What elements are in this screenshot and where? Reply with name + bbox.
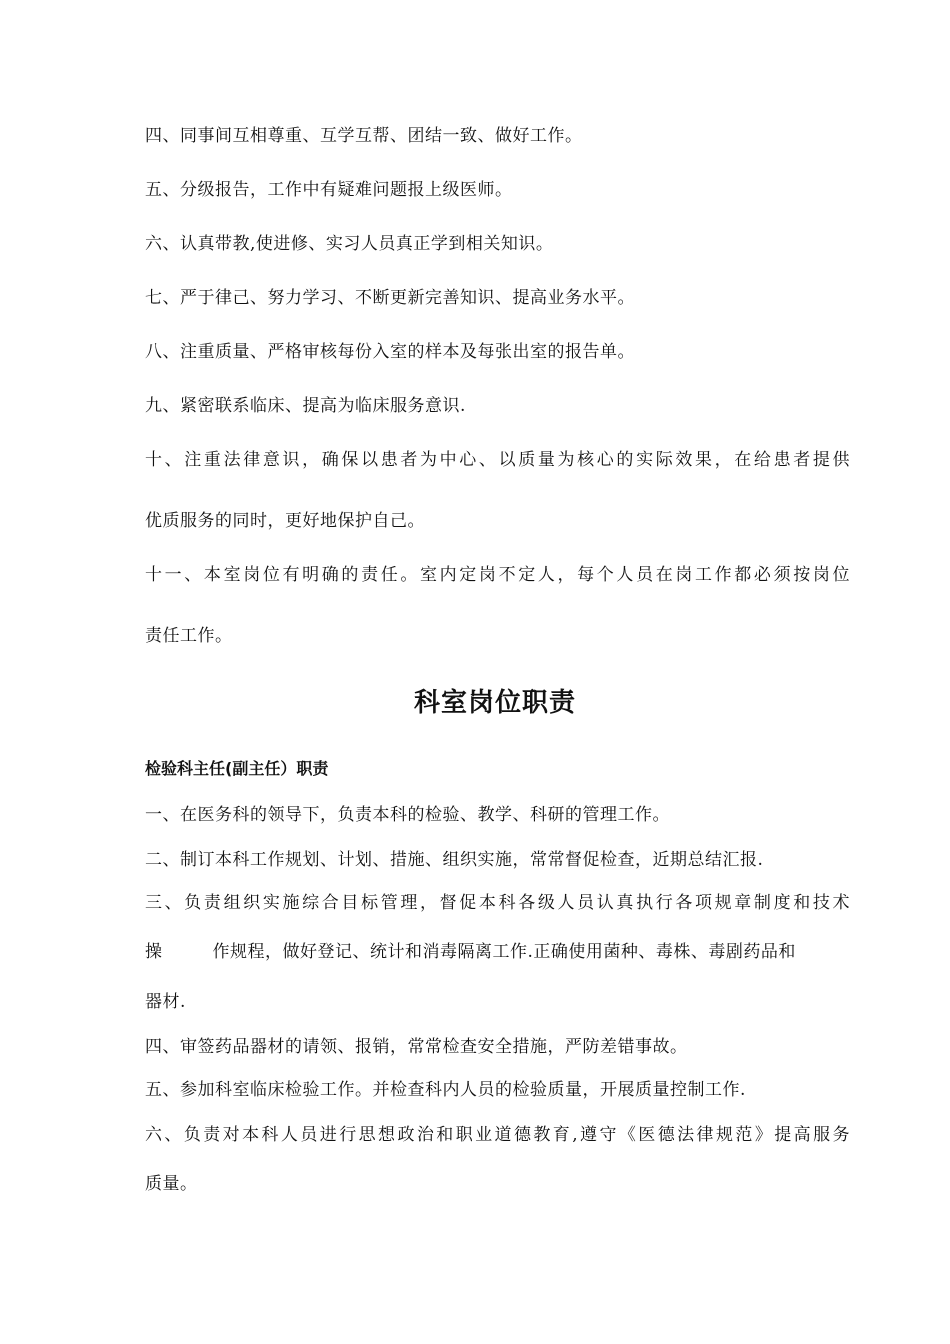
rule-item-10-line1: 十、注重法律意识，确保以患者为中心、以质量为核心的实际效果，在给患者提供: [145, 450, 850, 470]
duty-item-3-line2-rest: 作规程，做好登记、统计和消毒隔离工作.正确使用菌种、毒株、毒剧药品和: [212, 942, 796, 962]
duty-item-6-line2: 质量。: [145, 1174, 198, 1194]
rule-item-6: 六、认真带教,使进修、实习人员真正学到相关知识。: [145, 234, 554, 254]
duty-item-3-line3: 器材.: [145, 992, 186, 1012]
duty-item-5: 五、参加科室临床检验工作。并检查科内人员的检验质量，开展质量控制工作.: [145, 1080, 746, 1100]
duty-item-2: 二、制订本科工作规划、计划、措施、组织实施，常常督促检查，近期总结汇报.: [145, 850, 764, 870]
rule-item-11-line2: 责任工作。: [145, 626, 233, 646]
duty-item-3-line2-start: 操: [145, 942, 163, 962]
duty-item-3-line2: [145, 940, 850, 964]
rule-item-9: 九、紧密联系临床、提高为临床服务意识.: [145, 396, 466, 416]
rule-item-4: 四、同事间互相尊重、互学互帮、团结一致、做好工作。: [145, 126, 583, 146]
rule-item-11-line1: 十一、本室岗位有明确的责任。室内定岗不定人，每个人员在岗工作都必须按岗位: [145, 565, 850, 585]
duty-item-1: 一、在医务科的领导下，负责本科的检验、教学、科研的管理工作。: [145, 805, 670, 825]
rule-item-8: 八、注重质量、严格审核每份入室的样本及每张出室的报告单。: [145, 342, 635, 362]
rule-item-7: 七、严于律己、努力学习、不断更新完善知识、提高业务水平。: [145, 288, 635, 308]
duty-item-3-line1: 三、负责组织实施综合目标管理，督促本科各级人员认真执行各项规章制度和技术: [145, 893, 850, 913]
section-subtitle: 检验科主任(副主任）职责: [145, 759, 329, 778]
rule-item-10-line2: 优质服务的同时，更好地保护自己。: [145, 511, 425, 531]
duty-item-6-line1: 六、负责对本科人员进行思想政治和职业道德教育,遵守《医德法律规范》提高服务: [145, 1125, 850, 1145]
section-title: 科室岗位职责: [413, 688, 576, 718]
rule-item-5: 五、分级报告，工作中有疑难问题报上级医师。: [145, 180, 513, 200]
duty-item-4: 四、审签药品器材的请领、报销，常常检查安全措施，严防差错事故。: [145, 1037, 688, 1057]
